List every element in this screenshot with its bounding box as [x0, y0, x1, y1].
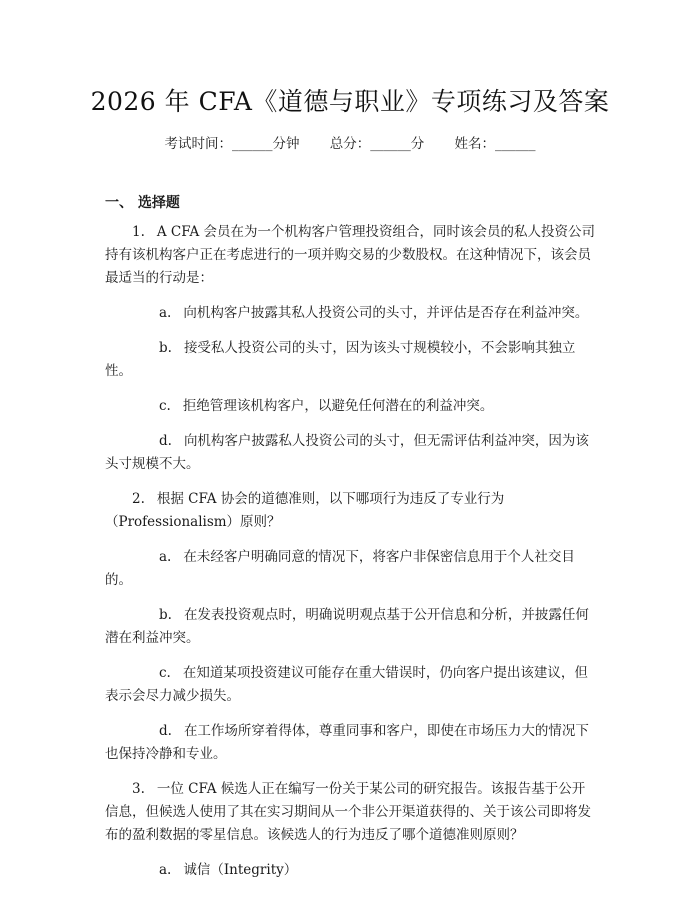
exam-time: 考试时间：______分钟 [164, 136, 300, 152]
option-text: 在发表投资观点时，明确说明观点基于公开信息和分析，并披露任何潜在利益冲突。 [105, 607, 589, 646]
question [105, 221, 597, 290]
question-text: 一位 CFA 候选人正在编写一份关于某公司的研究报告。该报告基于公开信息，但候选人使用了其在实习期间从一个非公开渠道获得的、关于该公司即将发布的盈利数据的零星信息。该候选人的行为违反了哪个道德准则原则？ [105, 781, 591, 843]
question [105, 488, 597, 534]
exam-meta [0, 132, 700, 152]
option-label: d. [159, 723, 172, 739]
answer-option [105, 720, 597, 766]
question-number: 3. [132, 781, 145, 797]
option-label: a. [159, 549, 172, 565]
section-heading: 一、 选择题 [105, 195, 180, 211]
option-label: a. [159, 862, 172, 878]
exam-score: 总分：______分 [329, 136, 425, 152]
page-title: 2026 年 CFA《道德与职业》专项练习及答案 [90, 87, 610, 116]
answer-option [105, 302, 597, 325]
option-text: 接受私人投资公司的头寸，因为该头寸规模较小，不会影响其独立性。 [105, 340, 576, 379]
question-text: A CFA 会员在为一个机构客户管理投资组合，同时该会员的私人投资公司持有该机构客户正在考虑进行的一项并购交易的少数股权。在这种情况下，该会员最适当的行动是： [105, 224, 595, 286]
option-label: a. [159, 305, 172, 321]
answer-option [105, 859, 597, 882]
question-number: 1. [132, 224, 145, 240]
option-text: 诚信（Integrity） [183, 862, 298, 878]
answer-option [105, 604, 597, 650]
option-text: 拒绝管理该机构客户，以避免任何潜在的利益冲突。 [182, 398, 494, 414]
option-label: c. [159, 665, 171, 681]
answer-option [105, 337, 597, 383]
option-text: 向机构客户披露私人投资公司的头寸，但无需评估利益冲突，因为该头寸规模不大。 [105, 433, 589, 472]
question-list [105, 221, 597, 894]
option-label: d. [159, 433, 172, 449]
question [105, 778, 597, 847]
option-text: 向机构客户披露其私人投资公司的头寸，并评估是否存在利益冲突。 [183, 305, 589, 321]
answer-option [105, 546, 597, 592]
answer-option [105, 662, 597, 708]
option-label: b. [159, 607, 172, 623]
option-label: c. [159, 398, 171, 414]
question-number: 2. [132, 491, 145, 507]
option-text: 在工作场所穿着得体，尊重同事和客户，即使在市场压力大的情况下也保持冷静和专业。 [105, 723, 589, 762]
question-text: 根据 CFA 协会的道德准则，以下哪项行为违反了专业行为（Professionalism）原则？ [105, 491, 505, 530]
answer-option [105, 430, 597, 476]
option-text: 在未经客户明确同意的情况下，将客户非保密信息用于个人社交目的。 [105, 549, 575, 588]
option-text: 在知道某项投资建议可能存在重大错误时，仍向客户提出该建议，但表示会尽力减少损失。 [105, 665, 588, 704]
option-label: b. [159, 340, 172, 356]
exam-name: 姓名：______ [454, 136, 536, 152]
answer-option [105, 395, 597, 418]
